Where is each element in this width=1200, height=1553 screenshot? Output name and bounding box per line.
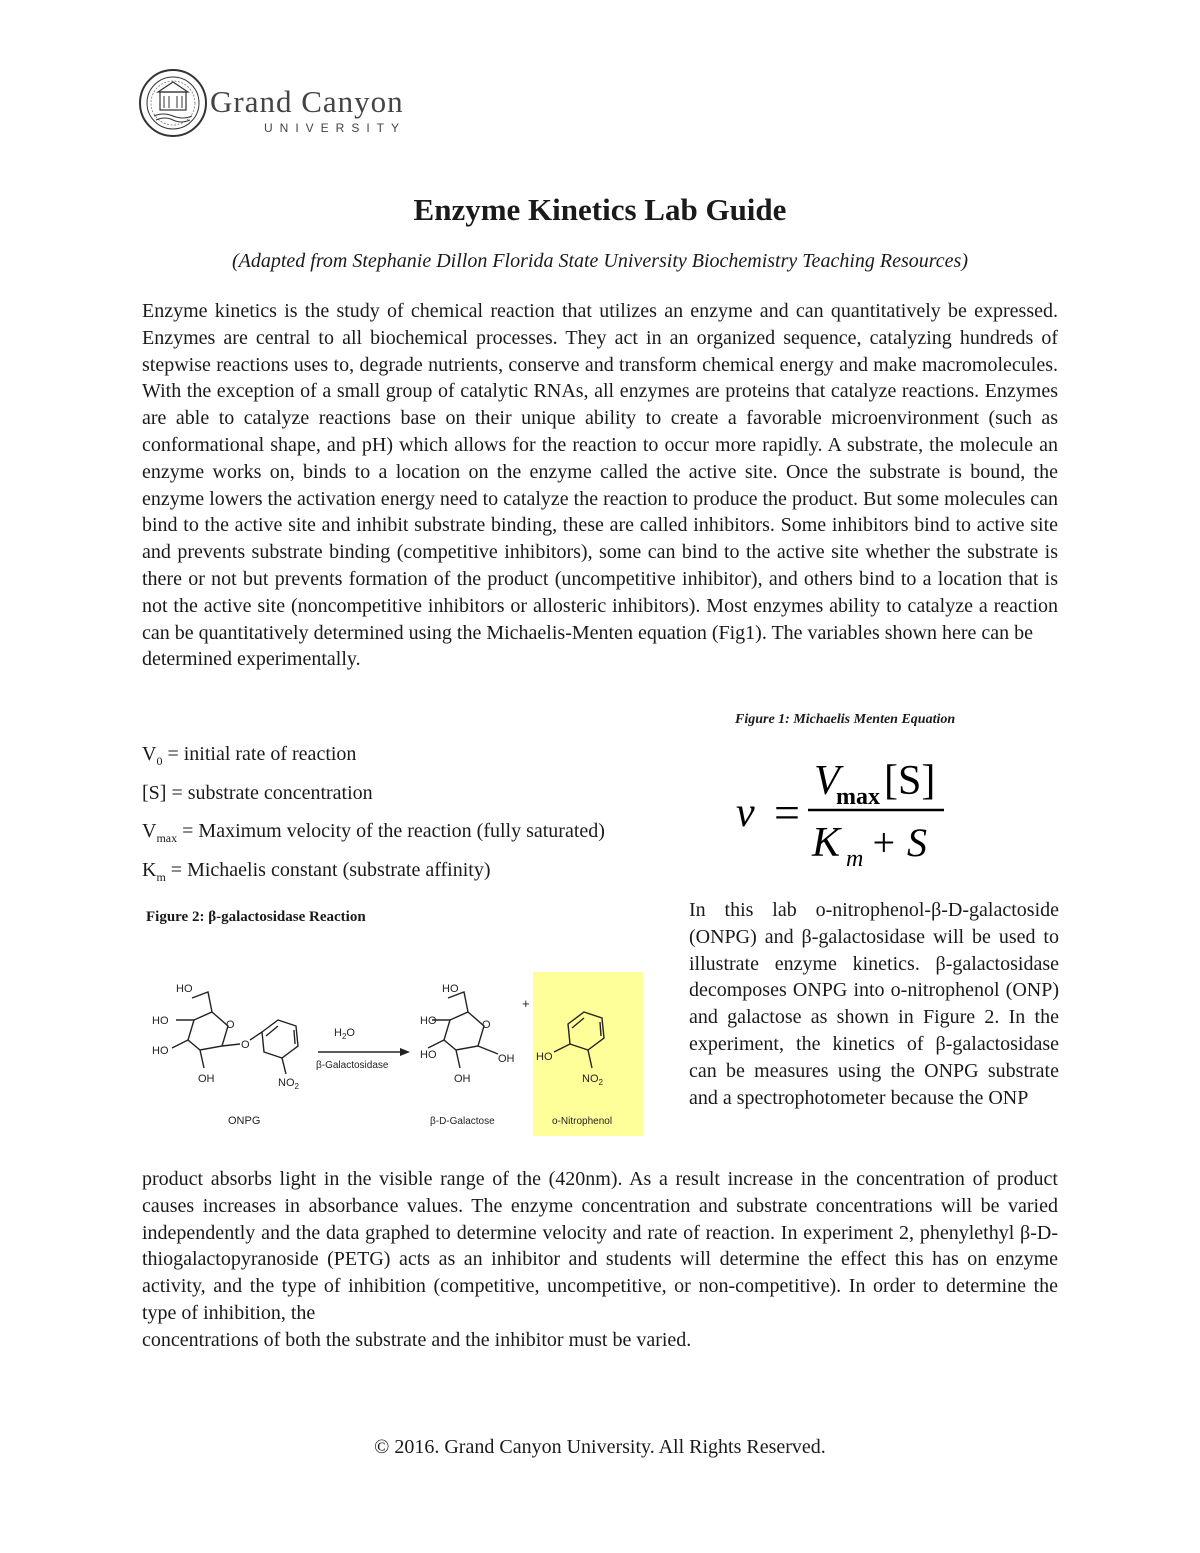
onpg-ho-mid: HO xyxy=(152,1015,169,1027)
onpg-ho-top: HO xyxy=(176,983,193,995)
intro-paragraph-text: Enzyme kinetics is the study of chemical reaction that utilizes an enzyme and can quantitatively be expressed. Enzymes are central to all biochemical processes. They act in an organized sequence, catalyzing hundreds of stepwise reactions uses to, degrade nutrients, conserve and transform chemical energy and make macromolecules. With the exception of a small group of catalytic RNAs, all enzymes are proteins that catalyze reactions. Enzymes are able to catalyze reactions base on their unique ability to create a favorable microenvironment (such as conformational shape, and pH) which allows for the reaction to occur more rapidly. A substrate, the molecule an enzyme works on, binds to a location on the enzyme called the active site. Once the substrate is bound, the enzyme lowers the activation energy need to catalyze the reaction to produce the product. But some molecules can bind to the active site and inhibit substrate binding, these are called inhibitors. Some inhibitors bind to active site and prevents substrate binding (competitive inhibitors), some can bind to the active site whether the substrate is there or not but prevents formation of the product (uncompetitive inhibitor), and others bind to a location that is not the active site (noncompetitive inhibitors or allosteric inhibitors). Most enzymes ability to catalyze a reaction can be quantitatively determined using the Michaelis-Menten equation (Fig1). The variables shown here can be xyxy=(142,300,1058,644)
galactose-ho-low: HO xyxy=(420,1049,437,1061)
plus-sign: + xyxy=(522,996,530,1011)
document-subtitle: (Adapted from Stephanie Dillon Florida State University Biochemistry Teaching Resources) xyxy=(232,250,968,272)
svg-text:NO2 xyxy=(278,1077,300,1091)
water-o: O xyxy=(346,1027,355,1039)
document-title: Enzyme Kinetics Lab Guide xyxy=(413,192,787,227)
enzyme-label: β-Galactosidase xyxy=(316,1060,389,1071)
michaelis-menten-equation xyxy=(728,750,968,870)
equation-denominator-rest: + S xyxy=(870,820,927,865)
variable-km: $K_m$ = Michaelis constant (substrate affinity) xyxy=(142,858,491,884)
equation-equals: = xyxy=(774,787,800,838)
onpg-structure xyxy=(172,992,298,1074)
side-paragraph: In this lab o-nitrophenol-β-D-galactoside (ONPG) and β-galactosidase will be used to illustrate enzyme kinetics. β-galactosidase decomposes ONPG into o-nitrophenol (ONP) and galactose as shown in Figure 2. In the experiment, the kinetics of β-galactosidase can be measures using the ONPG substrate and a spectrophotometer because the ONP xyxy=(689,899,1059,1109)
equation-vmax-sub: max xyxy=(836,784,880,810)
variable-definitions xyxy=(142,740,702,894)
figure-1-caption: Figure 1: Michaelis Menten Equation xyxy=(735,712,956,727)
onpg-no2: NO xyxy=(278,1077,295,1089)
onpg-ring-oxygen: O xyxy=(226,1019,235,1031)
water-h: H xyxy=(334,1027,342,1039)
nitrophenol-label: o-Nitrophenol xyxy=(552,1116,613,1127)
university-logo xyxy=(138,68,438,138)
university-name: Grand Canyon xyxy=(210,84,404,119)
second-paragraph xyxy=(142,1166,1058,1354)
equation-substrate: [S] xyxy=(884,758,936,804)
galactosidase-reaction-diagram xyxy=(148,968,648,1140)
galactose-oh-right: OH xyxy=(498,1053,515,1065)
variable-v0: $V_0$ = initial rate of reaction xyxy=(142,743,357,768)
equation-lhs: v xyxy=(736,790,755,836)
onpg-ho-low: HO xyxy=(152,1045,169,1057)
equation-vmax-v: V xyxy=(814,758,840,804)
galactose-oh-bottom: OH xyxy=(454,1073,471,1085)
copyright-footer: © 2016. Grand Canyon University. All Rights Reserved. xyxy=(374,1436,826,1458)
galactose-label: β-D-Galactose xyxy=(430,1116,495,1127)
water-sub: 2 xyxy=(341,1032,347,1041)
reaction-arrowhead xyxy=(400,1048,410,1056)
equation-km-k: K xyxy=(812,820,841,866)
intro-paragraph xyxy=(142,298,1058,673)
variable-s: [S] = substrate concentration xyxy=(142,781,373,804)
galactose-ring-oxygen: O xyxy=(482,1019,491,1031)
variable-vmax: $V_{max}$ = Maximum velocity of the reaction (fully saturated) xyxy=(142,820,605,845)
galactose-ho-top: HO xyxy=(442,983,459,995)
intro-paragraph-last-line: determined experimentally. xyxy=(142,648,361,671)
onpg-label: ONPG xyxy=(228,1115,261,1127)
svg-text:H2O xyxy=(334,1027,355,1041)
onpg-no2-sub: 2 xyxy=(294,1082,299,1091)
second-paragraph-text: product absorbs light in the visible range of the (420nm). As a result increase in the concentration of product causes increases in absorbance values. The enzyme concentration and substrate concentrations will be varied independently and the data graphed to determine velocity and rate of reaction. In experiment 2, phenylethyl β-D-thiogalactopyranoside (PETG) acts as an inhibitor and students will determine the effect this has on enzyme activity, and the type of inhibition (competitive, uncompetitive, or non-competitive). In order to determine the type of inhibition, the xyxy=(142,1168,1058,1324)
nitrophenol-no2: NO xyxy=(582,1073,599,1085)
university-seal xyxy=(140,70,206,136)
nitrophenol-no2-sub: 2 xyxy=(598,1078,603,1087)
galactose-ho-mid: HO xyxy=(420,1015,437,1027)
university-subtitle: University xyxy=(264,121,407,135)
onpg-link-oxygen: O xyxy=(241,1039,250,1051)
equation-km-sub: m xyxy=(846,846,864,870)
nitrophenol-ho: HO xyxy=(536,1051,553,1063)
figure-2-caption: Figure 2: β-galactosidase Reaction xyxy=(146,909,366,925)
second-paragraph-last-line: concentrations of both the substrate and the inhibitor must be varied. xyxy=(142,1328,692,1351)
onpg-oh-bottom: OH xyxy=(198,1073,215,1085)
